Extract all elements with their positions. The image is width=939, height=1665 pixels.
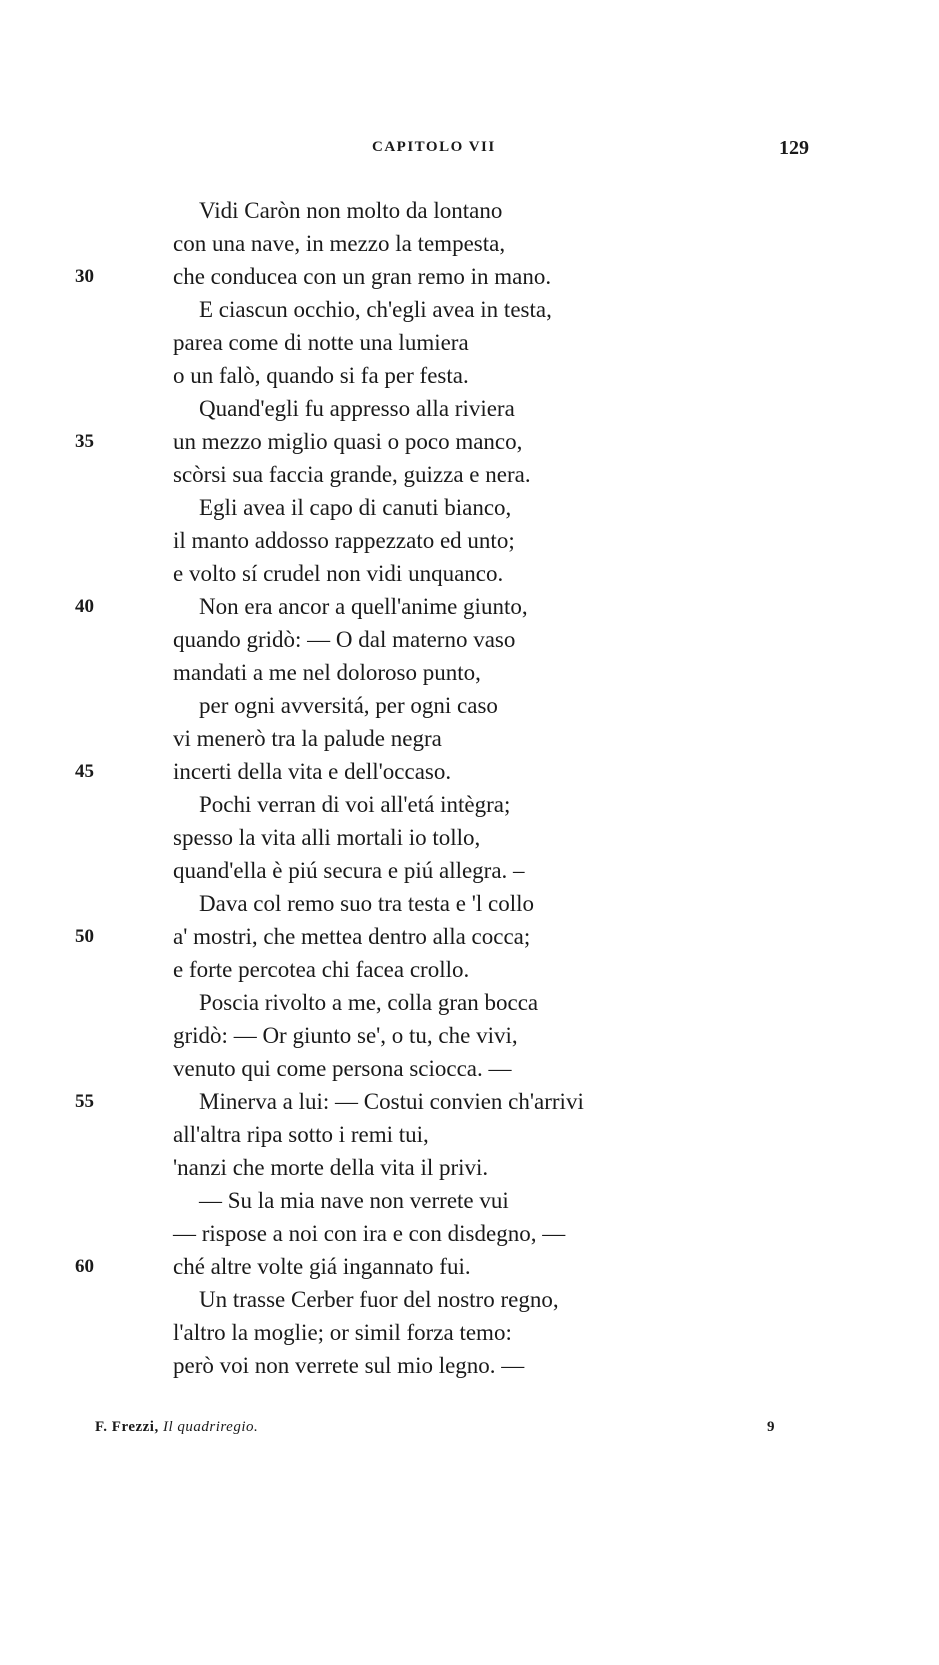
verse-text: all'altra ripa sotto i remi tui, xyxy=(173,1122,429,1147)
verse-line xyxy=(0,1250,939,1283)
verse-line xyxy=(0,1118,939,1151)
page-number: 129 xyxy=(779,137,809,159)
line-number: 60 xyxy=(75,1256,94,1277)
poem-body xyxy=(0,194,939,1382)
verse-text: Dava col remo suo tra testa e 'l collo xyxy=(199,891,534,916)
verse-text: con una nave, in mezzo la tempesta, xyxy=(173,231,506,256)
verse-line xyxy=(0,722,939,755)
line-number: 45 xyxy=(75,761,94,782)
verse-text: per ogni avversitá, per ogni caso xyxy=(199,693,498,718)
verse-text: spesso la vita alli mortali io tollo, xyxy=(173,825,481,850)
verse-line xyxy=(0,392,939,425)
verse-line xyxy=(0,524,939,557)
footer-work-title: Il quadriregio. xyxy=(162,1419,259,1435)
verse-line xyxy=(0,491,939,524)
verse-text: incerti della vita e dell'occaso. xyxy=(173,759,452,784)
verse-text: o un falò, quando si fa per festa. xyxy=(173,363,469,388)
verse-line xyxy=(0,326,939,359)
footer-author: F. Frezzi, xyxy=(95,1419,159,1435)
verse-line xyxy=(0,194,939,227)
verse-line xyxy=(0,1019,939,1052)
line-number: 50 xyxy=(75,926,94,947)
verse-text: Un trasse Cerber fuor del nostro regno, xyxy=(199,1287,559,1312)
verse-text: Non era ancor a quell'anime giunto, xyxy=(199,594,528,619)
verse-text: Poscia rivolto a me, colla gran bocca xyxy=(199,990,539,1015)
verse-line xyxy=(0,755,939,788)
line-number: 40 xyxy=(75,596,94,617)
verse-line xyxy=(0,227,939,260)
verse-text: e forte percotea chi facea crollo. xyxy=(173,957,470,982)
footer-citation xyxy=(95,1419,258,1436)
verse-text: quand'ella è piú secura e piú allegra. – xyxy=(173,858,525,883)
verse-line xyxy=(0,689,939,722)
verse-line xyxy=(0,656,939,689)
verse-line xyxy=(0,1151,939,1184)
verse-text: l'altro la moglie; or simil forza temo: xyxy=(173,1320,512,1345)
verse-text: gridò: — Or giunto se', o tu, che vivi, xyxy=(173,1023,518,1048)
verse-text: parea come di notte una lumiera xyxy=(173,330,469,355)
verse-line xyxy=(0,920,939,953)
verse-text: — Su la mia nave non verrete vui xyxy=(199,1188,509,1213)
verse-line xyxy=(0,1184,939,1217)
verse-line xyxy=(0,1283,939,1316)
verse-text: il manto addosso rappezzato ed unto; xyxy=(173,528,515,553)
verse-text: che conducea con un gran remo in mano. xyxy=(173,264,552,289)
verse-line xyxy=(0,260,939,293)
verse-line xyxy=(0,986,939,1019)
verse-line xyxy=(0,293,939,326)
verse-text: vi menerò tra la palude negra xyxy=(173,726,442,751)
verse-line xyxy=(0,1085,939,1118)
verse-text: Minerva a lui: — Costui convien ch'arrivi xyxy=(199,1089,584,1114)
verse-line xyxy=(0,425,939,458)
verse-line xyxy=(0,1217,939,1250)
verse-text: però voi non verrete sul mio legno. — xyxy=(173,1353,525,1378)
running-head: CAPITOLO VII xyxy=(372,139,496,155)
signature-mark: 9 xyxy=(767,1419,775,1435)
line-number: 35 xyxy=(75,431,94,452)
verse-line xyxy=(0,821,939,854)
verse-line xyxy=(0,623,939,656)
verse-line xyxy=(0,854,939,887)
verse-line xyxy=(0,887,939,920)
verse-text: — rispose a noi con ira e con disdegno, — xyxy=(173,1221,566,1246)
verse-text: 'nanzi che morte della vita il privi. xyxy=(173,1155,489,1180)
verse-line xyxy=(0,359,939,392)
verse-text: venuto qui come persona sciocca. — xyxy=(173,1056,512,1081)
verse-text: mandati a me nel doloroso punto, xyxy=(173,660,481,685)
verse-text: un mezzo miglio quasi o poco manco, xyxy=(173,429,523,454)
verse-line xyxy=(0,1316,939,1349)
verse-text: quando gridò: — O dal materno vaso xyxy=(173,627,516,652)
verse-text: Egli avea il capo di canuti bianco, xyxy=(199,495,512,520)
line-number: 55 xyxy=(75,1091,94,1112)
verse-line xyxy=(0,788,939,821)
verse-text: ché altre volte giá ingannato fui. xyxy=(173,1254,471,1279)
verse-text: Quand'egli fu appresso alla riviera xyxy=(199,396,515,421)
verse-line xyxy=(0,953,939,986)
verse-text: Vidi Caròn non molto da lontano xyxy=(199,198,503,223)
verse-line xyxy=(0,557,939,590)
verse-text: E ciascun occhio, ch'egli avea in testa, xyxy=(199,297,552,322)
verse-text: Pochi verran di voi all'etá intègra; xyxy=(199,792,511,817)
verse-text: scòrsi sua faccia grande, guizza e nera. xyxy=(173,462,531,487)
verse-line xyxy=(0,1349,939,1382)
verse-line xyxy=(0,590,939,623)
line-number: 30 xyxy=(75,266,94,287)
verse-text: e volto sí crudel non vidi unquanco. xyxy=(173,561,504,586)
verse-line xyxy=(0,1052,939,1085)
verse-text: a' mostri, che mettea dentro alla cocca; xyxy=(173,924,531,949)
verse-line xyxy=(0,458,939,491)
